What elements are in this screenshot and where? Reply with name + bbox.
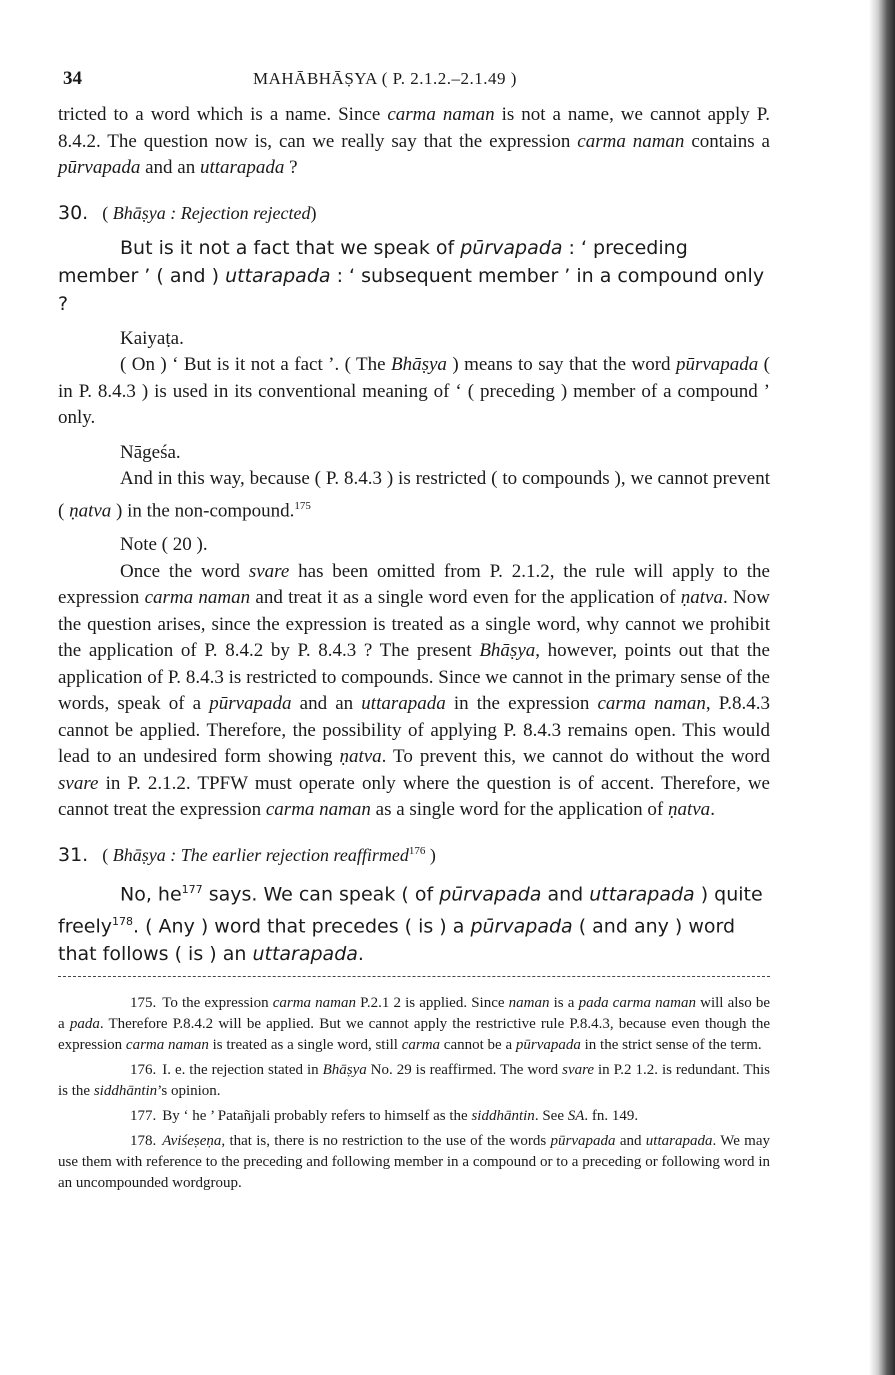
page-number: 34 [63,68,82,89]
book-page [58,68,770,1198]
page-header [58,68,770,102]
footnote-ref: 175 [294,499,311,512]
nagesa-label: Nāgeśa. [120,441,181,463]
section-30-bhasya-text: But is it not a fact that we speak of pūrvapada : ‘ preceding member ’ ( and ) uttarapada : ‘ subsequent member ’ in a compound only ? [58,236,765,315]
kaiyata-paragraph: ( On ) ‘ But is it not a fact ’. ( The Bhāṣya ) means to say that the word pūrvapada ( in P. 8.4.3 ) is used in its conventional meaning of ‘ ( preceding ) member of a compound ’ only. [58,354,771,428]
footnote-ref: 177 [181,882,203,896]
footnote-176: 176. I. e. the rejection stated in Bhāṣya No. 29 is reaffirmed. The word svare in P.2 1.2. is redundant. This is the siddhāntin’s opinion. [58,1062,770,1100]
note-paragraph: Once the word svare has been omitted from P. 2.1.2, the rule will apply to the expression carma naman and treat it as a single word even for the application of ṇatva. Now the question arises, since the expression is treated as a single word, why cannot we prohibit the application of P. 8.4.2 by P. 8.4.3 ? The present Bhāṣya, however, points out that the application of P. 8.4.3 is restricted to compounds. Since we cannot in the primary sense of the words, speak of a pūrvapada and an uttarapada in the expression carma naman, P.8.4.3 cannot be applied. Therefore, the possibility of applying P. 8.4.3 remains open. This would lead to an undesired form showing ṇatva. To prevent this, we cannot do without the word svare in P. 2.1.2. TPFW must operate only where the question is of accent. Therefore, we cannot treat the expression carma naman as a single word for the application of ṇatva. [58,560,770,821]
scan-binding-edge [869,0,895,1375]
footnote-ref: 176 [408,844,426,857]
footnote-ref: 178 [112,915,133,929]
kaiyata-label: Kaiyaṭa. [120,327,184,349]
footnote-divider [58,976,770,977]
footnote-175: 175. To the expression carma naman P.2.1 2 is applied. Since naman is a pada carma naman will also be a pada. Therefore P.8.4.2 will be applied. But we cannot apply the restrictive rule P.8.4.3, because even though the expression carma naman is treated as a single word, still carma cannot be a pūrvapada in the strict sense of the term. [58,995,771,1054]
section-31-number: 31. [58,843,89,866]
intro-paragraph: tricted to a word which is a name. Since carma naman is not a name, we cannot apply P. 8.4.2. The question now is, can we really say that the expression carma naman contains a pūrvapada and an uttarapada ? [58,104,770,178]
section-31-heading: 31. ( Bhāṣya : The earlier rejection reaffirmed$^{176}$ ) [58,843,436,866]
nagesa-paragraph: And in this way, because ( P. 8.4.3 ) is restricted ( to compounds ), we cannot prevent ( ṇatva ) in the non-compound.$^{175}$ [58,468,770,521]
section-31-bhasya-text: No, $he^{177}$ says. We can speak ( of pūrvapada and uttarapada ) quite freely$^{178}$. ( Any ) word that precedes ( is ) a pūrvapada ( and any ) word that follows ( is ) an uttarapada. [58,882,763,966]
section-30-number: 30. [58,201,89,224]
section-30-heading: 30. ( Bhāṣya : Rejection rejected) [58,201,317,224]
note-label: Note ( 20 ). [120,534,208,556]
footnote-178: 178. Aviśeṣeṇa, that is, there is no restriction to the use of the words pūrvapada and uttarapada. We may use them with reference to the preceding and following member in a compound or to a preceding or following word in an uncompounded wordgroup. [58,1133,770,1192]
footnote-177: 177. By ‘ he ’ Patañjali probably refers to himself as the siddhāntin. See SA. fn. 149. [130,1108,639,1125]
running-title: MAHĀBHĀṢYA ( P. 2.1.2.–2.1.49 ) [253,69,517,88]
